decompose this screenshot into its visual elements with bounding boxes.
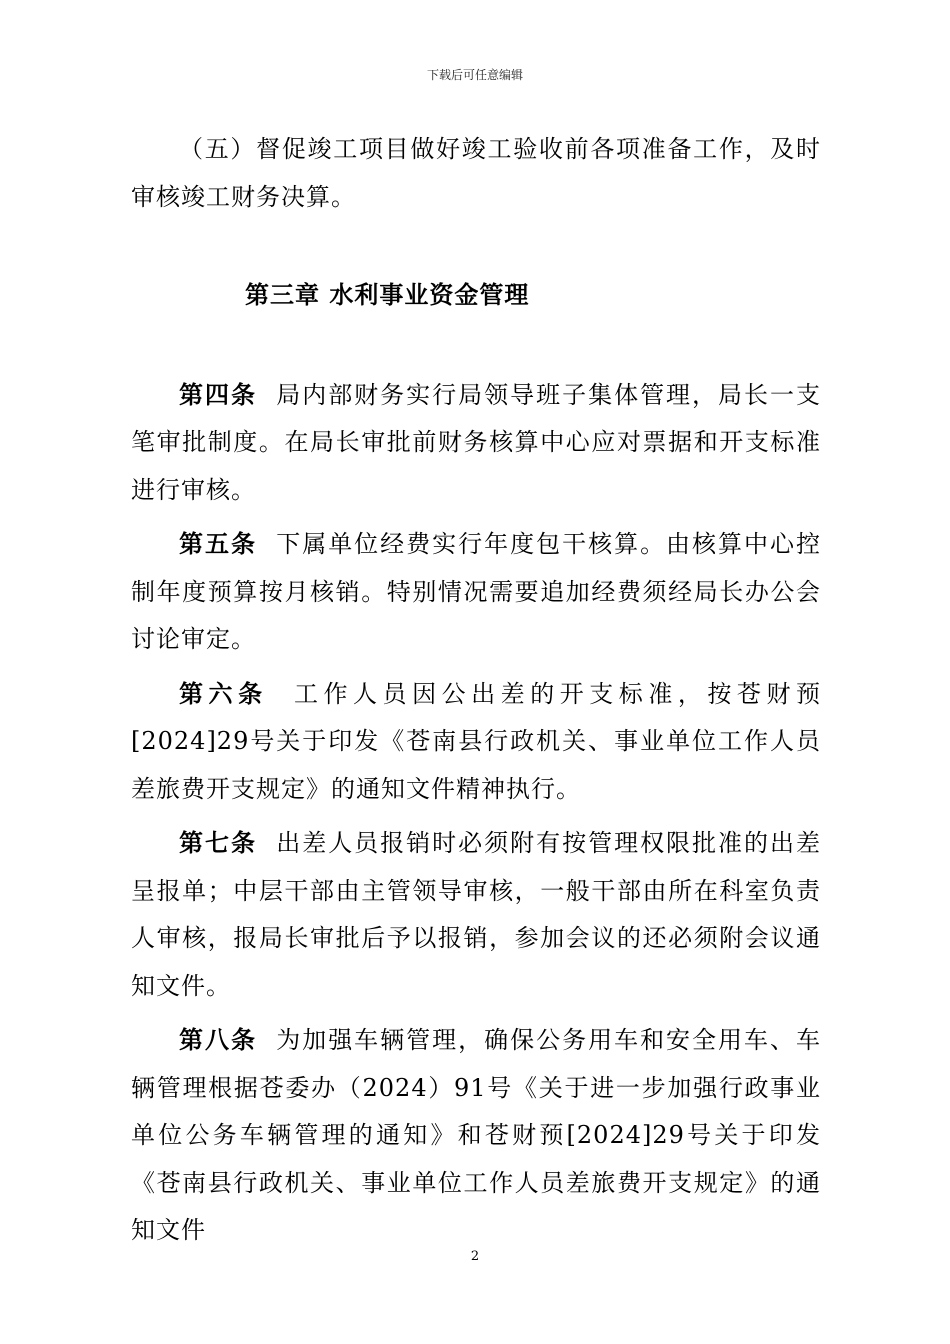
article-text: 为加强车辆管理，确保公务用车和安全用车、车辆管理根据苍委办（2024）91号《关于进一步加强行政事业单位公务车辆管理的通知》和苍财预[2024]29号关于印发《苍南县行政机关、事业单位工作人员差旅费开支规定》的通知文件 [131,1026,822,1244]
article-4 [131,371,821,515]
document-body [131,126,821,1255]
article-text: 出差人员报销时必须附有按管理权限批准的出差呈报单；中层干部由主管领导审核，一般干部由所在科室负责人审核，报局长审批后予以报销，参加会议的还必须附会议通知文件。 [131,829,822,1000]
article-label: 第六条 [179,678,268,708]
article-text: 局内部财务实行局领导班子集体管理，局长一支笔审批制度。在局长审批前财务核算中心应对票据和开支标准进行审核。 [131,380,822,504]
article-5 [131,520,821,664]
article-text: 下属单位经费实行年度包干核算。由核算中心控制年度预算按月核销。特别情况需要追加经费须经局长办公会讨论审定。 [131,530,822,653]
article-text: 工作人员因公出差的开支标准，按苍财预[2024]29号关于印发《苍南县行政机关、事业单位工作人员差旅费开支规定》的通知文件精神执行。 [131,679,822,803]
article-6 [131,670,821,814]
article-label: 第八条 [179,1025,257,1054]
article-label: 第四条 [179,379,257,409]
page-header: 下载后可任意编辑 [426,68,523,82]
chapter-title: 第三章 水利事业资金管理 [245,280,530,309]
intro-paragraph: （五）督促竣工项目做好竣工验收前各项准备工作，及时审核竣工财务决算。 [131,135,821,211]
article-label: 第七条 [179,828,257,857]
spacer [131,221,821,271]
article-7 [131,819,821,1010]
article-label: 第五条 [179,529,257,558]
spacer [131,319,821,371]
page-number: 2 [470,1249,480,1264]
article-8 [131,1016,821,1255]
